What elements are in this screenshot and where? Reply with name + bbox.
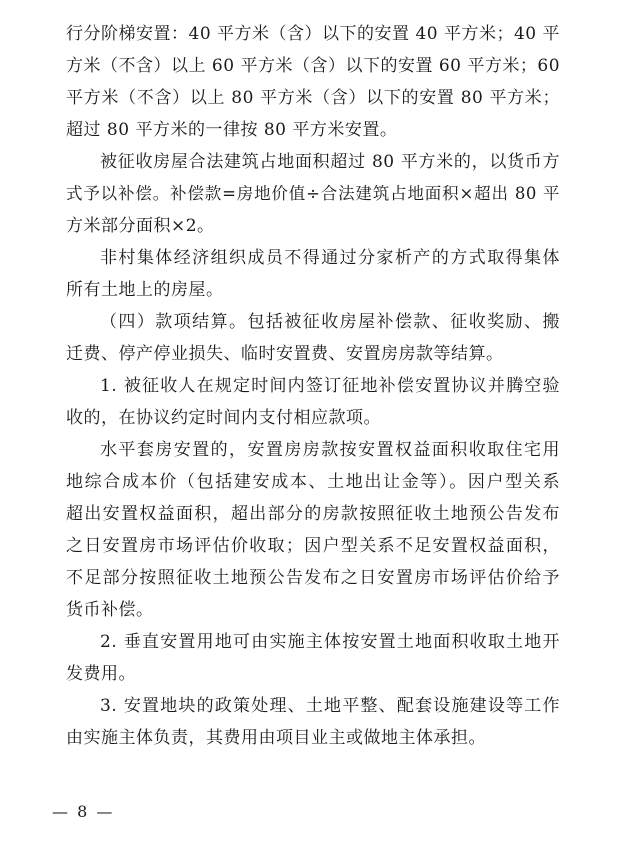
text-line: 2. 垂直安置用地可由实施主体按安置土地面积收取土地开 [100,632,560,652]
text-line: 1. 被征收人在规定时间内签订征地补偿安置协议并腾空验 [100,376,560,396]
text-line: 方米（不含）以上 60 平方米（含）以下的安置 60 平方米；60 [66,56,561,76]
text-line: 迁费、停产停业损失、临时安置费、安置房房款等结算。 [66,344,504,364]
text-line: 平方米（不含）以上 80 平方米（含）以下的安置 80 平方米； [66,88,560,108]
text-line: 收的，在协议约定时间内支付相应款项。 [66,408,381,428]
text-line: 不足部分按照征收土地预公告发布之日安置房市场评估价给予 [66,568,560,588]
text-line: 非村集体经济组织成员不得通过分家析产的方式取得集体 [100,248,560,268]
text-line: 由实施主体负责，其费用由项目业主或做地主体承担。 [66,728,486,748]
text-line: 水平套房安置的，安置房房款按安置权益面积收取住宅用 [100,440,560,460]
text-line: 所有土地上的房屋。 [66,280,224,300]
text-line: 行分阶梯安置：40 平方米（含）以下的安置 40 平方米；40 平 [66,24,561,44]
text-line: 方米部分面积×2。 [66,216,215,236]
text-line: 超过 80 平方米的一律按 80 平方米安置。 [66,120,398,140]
text-line: 地综合成本价（包括建安成本、土地出让金等）。因户型关系 [66,472,560,492]
text-line: 被征收房屋合法建筑占地面积超过 80 平方米的，以货币方 [100,152,560,172]
text-line: 之日安置房市场评估价收取；因户型关系不足安置权益面积， [66,536,560,556]
text-line: 3. 安置地块的政策处理、土地平整、配套设施建设等工作 [100,696,560,716]
text-line: 超出安置权益面积，超出部分的房款按照征收土地预公告发布 [66,504,560,524]
text-line: 货币补偿。 [66,600,154,620]
text-line: （四）款项结算。包括被征收房屋补偿款、征收奖励、搬 [100,312,560,332]
page-number: — 8 — [52,802,115,821]
text-line: 发费用。 [66,664,136,684]
text-line: 式予以补偿。补偿款=房地价值÷合法建筑占地面积×超出 80 平 [66,184,560,203]
document-body [66,18,560,754]
